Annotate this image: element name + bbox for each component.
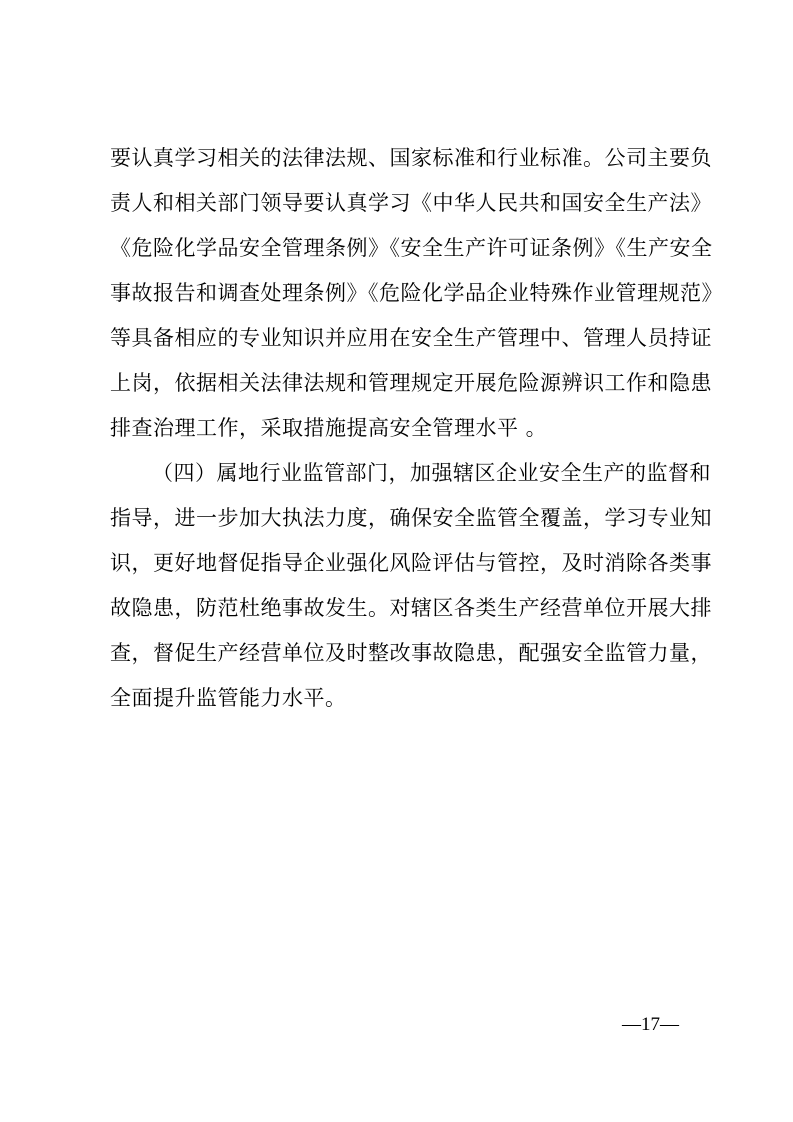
- paragraph-line: 要认真学习相关的法律法规、国家标准和行业标准。公司主要负: [110, 146, 712, 170]
- paragraph-line: 故隐患，防范杜绝事故发生。对辖区各类生产经营单位开展大排: [110, 596, 712, 620]
- paragraph-line: 事故报告和调查处理条例》《危险化学品企业特殊作业管理规范》: [110, 281, 723, 305]
- paragraph-line: 上岗，依据相关法律法规和管理规定开展危险源辨识工作和隐患: [110, 371, 712, 395]
- paragraph-line: 等具备相应的专业知识并应用在安全生产管理中、管理人员持证: [110, 326, 712, 350]
- paragraph-line: （四）属地行业监管部门，加强辖区企业安全生产的监督和: [152, 461, 711, 485]
- paragraph-line: 全面提升监管能力水平。: [110, 686, 347, 710]
- page-number: —17—: [622, 1014, 679, 1035]
- paragraph-line: 排查治理工作，采取措施提高安全管理水平 。: [110, 416, 548, 440]
- paragraph-line: 责人和相关部门领导要认真学习《中华人民共和国安全生产法》: [110, 191, 712, 215]
- paragraph-line: 识，更好地督促指导企业强化风险评估与管控，及时消除各类事: [110, 551, 712, 575]
- paragraph-line: 《危险化学品安全管理条例》《安全生产许可证条例》《生产安全: [110, 236, 713, 260]
- paragraph-line: 指导，进一步加大执法力度，确保安全监管全覆盖，学习专业知: [110, 506, 712, 530]
- paragraph-line: 查，督促生产经营单位及时整改事故隐患，配强安全监管力量，: [110, 641, 712, 665]
